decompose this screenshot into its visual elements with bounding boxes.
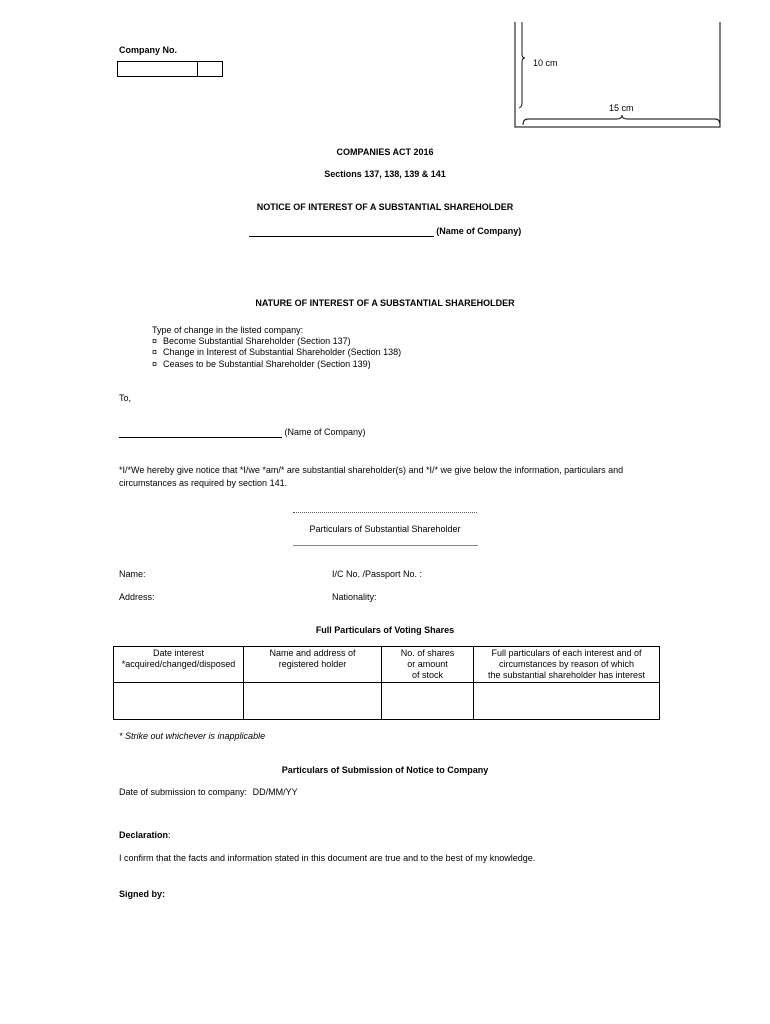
notice-title: NOTICE OF INTEREST OF A SUBSTANTIAL SHAREHOLDER [256, 201, 514, 212]
addressee-company-line [119, 427, 366, 438]
column-header-line: circumstances by reason of which [498, 659, 635, 669]
submission-date-label: Date of submission to company: [119, 786, 248, 797]
company-name-line [0, 226, 770, 237]
date-interest-cell[interactable] [114, 683, 244, 720]
height-brace [519, 22, 525, 108]
option-ceases-shareholder [152, 359, 371, 370]
option-checkbox[interactable]: ¤ [152, 358, 158, 369]
number-of-shares-cell[interactable] [382, 683, 474, 720]
submission-date-field[interactable]: DD/MM/YY [252, 786, 298, 797]
voting-shares-title: Full Particulars of Voting Shares [315, 624, 455, 635]
column-header-date-interest [114, 647, 244, 683]
option-label: Change in Interest of Substantial Shareholder (Section 138) [163, 347, 402, 357]
table-header-row [114, 647, 660, 683]
column-header-line: or amount [407, 659, 448, 669]
declaration-colon: : [168, 829, 171, 840]
notice-paragraph [119, 464, 623, 490]
option-checkbox[interactable]: ¤ [152, 347, 158, 357]
column-header-full-particulars [474, 647, 660, 683]
act-title: COMPANIES ACT 2016 [336, 146, 434, 157]
nationality-label: Nationality: [332, 591, 377, 602]
company-no-suffix-cell[interactable] [198, 62, 222, 76]
column-header-line: the substantial shareholder has interest [487, 670, 646, 680]
column-header-line: No. of shares [400, 648, 455, 658]
particulars-title: Particulars of Substantial Shareholder [309, 523, 461, 534]
address-label: Address: [119, 591, 155, 602]
declaration-heading [119, 830, 171, 841]
name-label: Name: [119, 568, 146, 579]
registered-holder-cell[interactable] [244, 683, 382, 720]
particulars-bottom-rule [293, 545, 478, 546]
id-passport-label: I/C No. /Passport No. : [332, 568, 423, 579]
submission-date-line [119, 787, 298, 798]
sections-title: Sections 137, 138, 139 & 141 [324, 168, 446, 179]
option-become-shareholder [152, 336, 351, 347]
strike-out-footnote: * Strike out whichever is inapplicable [119, 730, 266, 741]
declaration-label: Declaration [119, 829, 169, 840]
nature-title: NATURE OF INTEREST OF A SUBSTANTIAL SHAREHOLDER [255, 297, 515, 308]
column-header-number-of-shares [382, 647, 474, 683]
width-label: 15 cm [609, 103, 634, 113]
photo-area-box [510, 18, 725, 133]
notice-line: circumstances as required by section 141. [119, 477, 288, 488]
addressee-company-caption: (Name of Company) [284, 426, 366, 437]
table-row [114, 683, 660, 720]
option-change-in-interest [152, 347, 401, 358]
submission-title: Particulars of Submission of Notice to Company [281, 764, 489, 775]
salutation: To, [119, 392, 132, 403]
change-type-intro: Type of change in the listed company: [152, 324, 304, 335]
column-header-registered-holder [244, 647, 382, 683]
option-checkbox[interactable]: ¤ [152, 335, 158, 346]
column-header-line: Full particulars of each interest and of [491, 648, 642, 658]
full-particulars-cell[interactable] [474, 683, 660, 720]
company-no-field [117, 61, 223, 77]
option-label: Become Substantial Shareholder (Section 137) [163, 335, 351, 346]
column-header-line: Name and address of [269, 648, 356, 658]
column-header-line: Date interest [152, 648, 205, 658]
signed-by-label: Signed by: [119, 888, 166, 899]
declaration-statement: I confirm that the facts and information stated in this document are true and to the best of my knowledge. [119, 852, 536, 863]
voting-shares-table [113, 646, 660, 720]
column-header-line: registered holder [278, 659, 347, 669]
notice-line: *I/*We hereby give notice that *I/we *am/* are substantial shareholder(s) and *I/* we give below the information, particulars and [119, 464, 624, 475]
column-header-line: *acquired/changed/disposed [121, 659, 236, 669]
width-brace [523, 115, 720, 125]
company-no-label: Company No. [119, 45, 178, 55]
company-no-cell[interactable] [118, 62, 198, 76]
company-name-caption: (Name of Company) [436, 225, 522, 236]
height-label: 10 cm [533, 58, 558, 68]
option-label: Ceases to be Substantial Shareholder (Section 139) [163, 358, 371, 369]
column-header-line: of stock [411, 670, 443, 680]
particulars-top-rule [293, 512, 477, 513]
addressee-company-blank[interactable] [119, 427, 282, 438]
company-name-blank[interactable] [249, 226, 434, 237]
